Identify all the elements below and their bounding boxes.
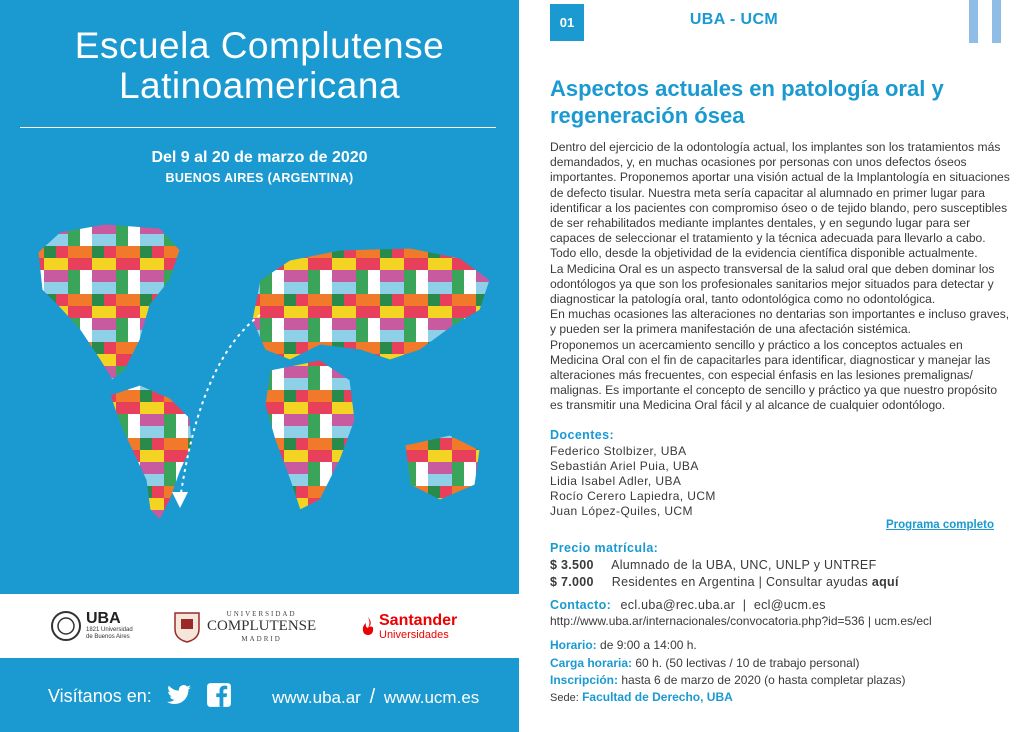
ucm-crest-icon [172, 609, 202, 643]
schedule-row [550, 638, 697, 652]
santander-logo-name: Santander [379, 611, 458, 629]
facebook-icon[interactable] [206, 682, 232, 708]
santander-flame-icon [360, 616, 376, 636]
price-description: Residentes en Argentina | Consultar ayudas [611, 575, 869, 589]
course-description [550, 140, 1012, 414]
venue-label: Sede: [550, 692, 579, 704]
contact-row [550, 598, 826, 612]
title-divider [20, 127, 496, 128]
event-dates: Del 9 al 20 de marzo de 2020 [151, 149, 368, 166]
patchwork-world-map-image [20, 210, 500, 540]
teacher-item: Federico Stolbizer, UBA [550, 444, 687, 458]
school-title-line2: Latinoamericana [118, 65, 401, 106]
description-paragraph: La Medicina Oral es un aspecto transversal de la salud oral que deben dominar los odontólogos ya que son los profesionales sanitarios mejor situados para detectar y diagnosticar la patología oral, tanto odontológica como no odontológica. [550, 261, 995, 307]
ucm-logo-name: COMPLUTENSE [207, 617, 317, 634]
web-link-uba[interactable]: www.uba.ar [272, 688, 361, 707]
price-row [550, 558, 877, 572]
santander-logo-sub: Universidades [379, 628, 449, 641]
contact-emails[interactable]: ecl.uba@rec.uba.ar | ecl@ucm.es [620, 598, 826, 612]
teacher-item: Lidia Isabel Adler, UBA [550, 474, 682, 488]
twitter-icon[interactable] [166, 682, 192, 708]
event-city: BUENOS AIRES (ARGENTINA) [165, 171, 354, 185]
teachers-label: Docentes: [550, 428, 615, 442]
uba-logo-sub1: 1821 Universidad [86, 627, 133, 633]
full-program-link[interactable]: Programa completo [886, 519, 994, 531]
websites [272, 686, 479, 709]
hours-value: 60 h. (50 lectivas / 10 de trabajo personal) [635, 656, 860, 670]
description-paragraph: En muchas ocasiones las alteraciones no dentarias son importantes e incluso graves, y pueden ser la primera manifestación de una afectación sistémica. [550, 307, 1010, 337]
teachers-list [550, 444, 716, 519]
hours-label: Carga horaria: [550, 656, 633, 670]
ucm-logo-top: UNIVERSIDAD [226, 609, 297, 618]
uba-logo[interactable] [50, 594, 133, 658]
decorative-bar-left [969, 0, 978, 43]
venue-row [550, 690, 733, 704]
price-description: Alumnado de la UBA, UNC, UNLP y UNTREF [611, 558, 877, 572]
hours-row [550, 656, 860, 670]
ucm-logo-city: MADRID [241, 634, 282, 643]
scholarship-link[interactable]: aquí [871, 575, 899, 589]
contact-url[interactable]: http://www.uba.ar/internacionales/convocatoria.php?id=536 | ucm.es/ecl [550, 614, 932, 628]
schedule-value: de 9:00 a 14:00 h. [600, 638, 697, 652]
santander-logo[interactable] [360, 594, 457, 658]
web-link-ucm[interactable]: www.ucm.es [383, 688, 480, 707]
description-paragraph: Dentro del ejercicio de la odontología actual, los implantes son los tratamientos más demandados, y, en muchas ocasiones por personas con unos defectos óseos importantes. Proponemos aportar una visión actual de la Implantología en situaciones de defecto tisular. Nuestra meta sería capacitar al alumnado en primer lugar para identificar a los pacientes con compromiso óseo o de tejido blando, pero susceptibles de ser rehabilitados mediante implantes dentales, y en segundo lugar para ser capaces de seleccionar el tratamiento y la técnica adecuada para llevarlo a cabo. Todo ello, desde la objetividad de la evidencia científica disponible actualmente. [550, 140, 1010, 261]
enrollment-row [550, 673, 906, 687]
uba-seal-icon [50, 610, 82, 642]
header-label: UBA - UCM [689, 11, 779, 28]
teacher-item: Rocío Cerero Lapiedra, UCM [550, 489, 716, 503]
venue-value: Facultad de Derecho, UBA [582, 690, 733, 704]
price-amount: $ 3.500 [550, 558, 594, 572]
course-title-line1: Aspectos actuales en patología oral y [550, 76, 944, 101]
uba-logo-sub2: de Buenos Aires [86, 634, 130, 640]
enrollment-label: Inscripción: [550, 673, 619, 687]
price-label: Precio matrícula: [550, 541, 659, 555]
cover-footer [0, 658, 519, 732]
teacher-item: Sebastián Ariel Puia, UBA [550, 459, 699, 473]
enrollment-value: hasta 6 de marzo de 2020 (o hasta completar plazas) [621, 673, 906, 687]
decorative-bar-right [992, 0, 1001, 43]
partner-logos-strip [0, 594, 519, 658]
description-paragraph: Proponemos un acercamiento sencillo y práctico a los conceptos actuales en Medicina Oral con el fin de capacitarles para identificar, diagnosticar y manejar las alteraciones más frecuentes, con especial énfasis en las lesiones premalignas/ malignas. Es importante el concepto de sencillo y práctico ya que nuestro propósito es transmitir una Medicina Oral fácil y al alcance de cualquier odontólogo. [550, 337, 998, 413]
school-title-line1: Escuela Complutense [74, 25, 445, 66]
page-number-badge: 01 [550, 4, 584, 41]
uba-logo-name: UBA [86, 610, 121, 627]
course-title-line2: regeneración ósea [550, 103, 745, 128]
schedule-label: Horario: [550, 638, 597, 652]
web-separator: / [369, 686, 376, 708]
price-amount: $ 7.000 [550, 575, 594, 589]
contact-label: Contacto: [550, 598, 612, 612]
price-row [550, 575, 899, 589]
ucm-logo[interactable] [172, 594, 316, 658]
course-title [550, 75, 1010, 129]
teacher-item: Juan López-Quiles, UCM [550, 504, 693, 518]
visit-label: Visítanos en: [48, 686, 152, 706]
